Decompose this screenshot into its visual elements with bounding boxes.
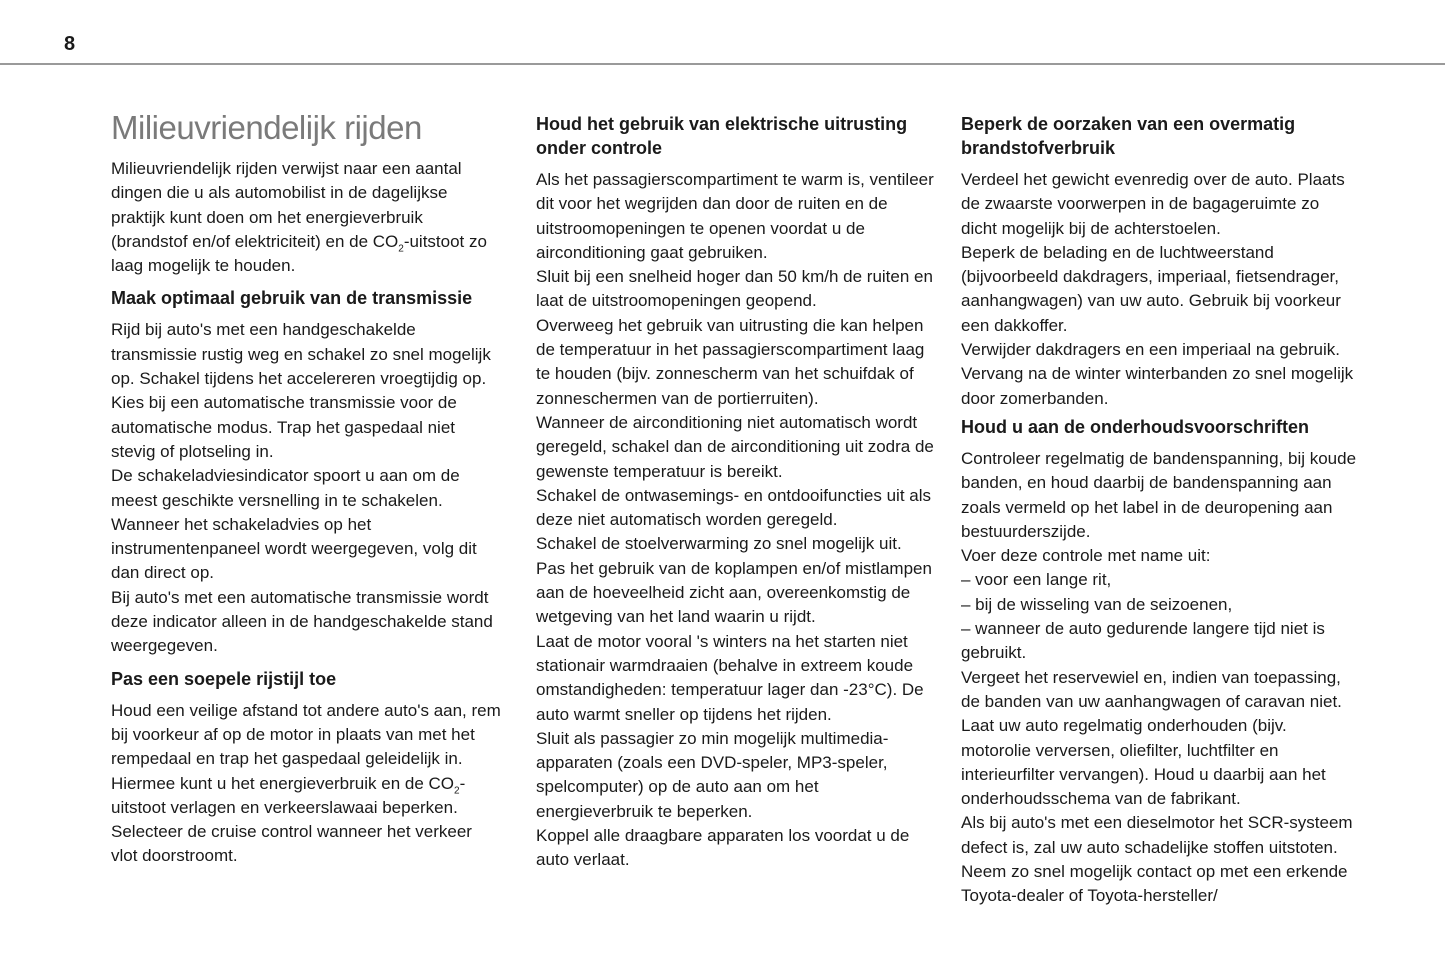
page-number: 8 <box>64 33 76 55</box>
paragraph: Vervang na de winter winterbanden zo snel mogelijk door zomerbanden. <box>961 364 1354 408</box>
section-heading: Houd het gebruik van elektrische uitrusting onder controle <box>536 114 908 158</box>
subscript: 2 <box>454 784 460 796</box>
section-heading: Maak optimaal gebruik van de transmissie <box>111 288 473 309</box>
paragraph: Wanneer de airconditioning niet automatisch wordt geregeld, schakel dan de airconditioning uit zodra de gewenste temperatuur is bereikt. <box>536 412 934 481</box>
paragraph: Koppel alle draagbare apparaten los voordat u de auto verlaat. <box>536 826 910 870</box>
header-divider <box>0 63 1445 65</box>
list-item: – wanneer de auto gedurende langere tijd niet is gebruikt. <box>961 619 1325 663</box>
intro-paragraph <box>111 157 503 278</box>
text: -uitstoot zo laag mogelijk te houden. <box>111 231 487 276</box>
paragraph: Verdeel het gewicht evenredig over de auto. Plaats de zwaarste voorwerpen in de bagageruimte zo dicht mogelijk bij de achterstoelen. <box>961 170 1345 238</box>
subscript: 2 <box>398 243 404 255</box>
paragraph: Als bij auto's met een dieselmotor het SCR-systeem defect is, zal uw auto schadelijke stoffen uitstoten. Neem zo snel mogelijk contact op met een erkende Toyota-dealer of Toyota-hersteller/ <box>961 813 1353 906</box>
paragraph: Als het passagierscompartiment te warm is, ventileer dit voor het wegrijden dan door de ruiten en de uitstroomopeningen te openen voordat u de airconditioning gaat gebruiken. <box>536 170 934 262</box>
column-2 <box>536 108 934 873</box>
paragraph: Selecteer de cruise control wanneer het verkeer vlot doorstroomt. <box>111 822 472 866</box>
paragraph <box>111 699 503 820</box>
list-item: – voor een lange rit, <box>961 570 1112 590</box>
paragraph: Voer deze controle met name uit: <box>961 546 1211 566</box>
paragraph: Sluit als passagier zo min mogelijk multimedia-apparaten (zoals een DVD-speler, MP3-speler, spelcomputer) op de auto aan om het energieverbruik te beperken. <box>536 728 889 821</box>
paragraph: Overweeg het gebruik van uitrusting die kan helpen de temperatuur in het passagierscompartiment laag te houden (bijv. zonnescherm van het schuifdak of zonneschermen van de portierruiten). <box>536 315 925 408</box>
paragraph: De schakeladviesindicator spoort u aan om de meest geschikte versnelling in te schakelen. Wanneer het schakeladvies op het instrumentenpaneel wordt weergegeven, volg dit dan direct op. <box>111 466 477 583</box>
section-heading: Beperk de oorzaken van een overmatig brandstofverbruik <box>961 114 1296 158</box>
paragraph: Laat de motor vooral 's winters na het starten niet stationair warmdraaien (behalve in extreem koude omstandigheden: temperatuur lager dan -23°C). De auto warmt sneller op tijdens het rijden. <box>536 631 924 724</box>
paragraph: Rijd bij auto's met een handgeschakelde transmissie rustig weg en schakel zo snel mogelijk op. Schakel tijdens het accelereren vroegtijdig op. <box>111 320 491 389</box>
text: -uitstoot verlagen en verkeerslawaai beperken. <box>111 773 466 817</box>
paragraph: Vergeet het reservewiel en, indien van toepassing, de banden van uw aanhangwagen of caravan niet. <box>961 667 1342 711</box>
page-title: Milieuvriendelijk rijden <box>111 109 422 146</box>
list-item: – bij de wisseling van de seizoenen, <box>961 594 1233 614</box>
paragraph: Laat uw auto regelmatig onderhouden (bijv. motorolie verversen, oliefilter, luchtfilter en interieurfilter vervangen). Houd u daarbij aan het onderhoudsschema van de fabrikant. <box>961 716 1326 809</box>
column-1 <box>111 108 503 869</box>
paragraph: Pas het gebruik van de koplampen en/of mistlampen aan de hoeveelheid zicht aan, overeenkomstig de wetgeving van het land waarin u rijdt. <box>536 558 932 627</box>
text: Milieuvriendelijk rijden verwijst naar een aantal dingen die u als automobilist in de dagelijkse praktijk kunt doen om het energieverbruik (brandstof en/of elektriciteit) en de CO <box>111 159 462 251</box>
paragraph: Verwijder dakdragers en een imperiaal na gebruik. <box>961 340 1340 360</box>
column-3 <box>961 108 1359 909</box>
paragraph: Schakel de ontwasemings- en ontdooifuncties uit als deze niet automatisch worden geregeld. <box>536 485 932 530</box>
paragraph: Kies bij een automatische transmissie voor de automatische modus. Trap het gaspedaal niet stevig of plotseling in. <box>111 393 457 461</box>
paragraph: Bij auto's met een automatische transmissie wordt deze indicator alleen in de handgeschakelde stand weergegeven. <box>111 587 493 656</box>
paragraph: Controleer regelmatig de bandenspanning, bij koude banden, en houd daarbij de bandenspanning aan zoals vermeld op het label in de deuropening aan bestuurderszijde. <box>961 448 1357 541</box>
section-heading: Pas een soepele rijstijl toe <box>111 668 337 689</box>
section-heading: Houd u aan de onderhoudsvoorschriften <box>961 416 1310 437</box>
paragraph: Beperk de belading en de luchtweerstand (bijvoorbeeld dakdragers, imperiaal, fietsendrager, aanhangwagen) van uw auto. Gebruik bij voorkeur een dakkoffer. <box>961 242 1341 335</box>
paragraph: Schakel de stoelverwarming zo snel mogelijk uit. <box>536 534 902 554</box>
paragraph: Sluit bij een snelheid hoger dan 50 km/h de ruiten en laat de uitstroomopeningen geopend. <box>536 267 933 311</box>
text: Houd een veilige afstand tot andere auto's aan, rem bij voorkeur af op de motor in plaats van met het rempedaal en trap het gaspedaal geleidelijk in. Hiermee kunt u het energieverbruik en de CO <box>111 700 501 793</box>
